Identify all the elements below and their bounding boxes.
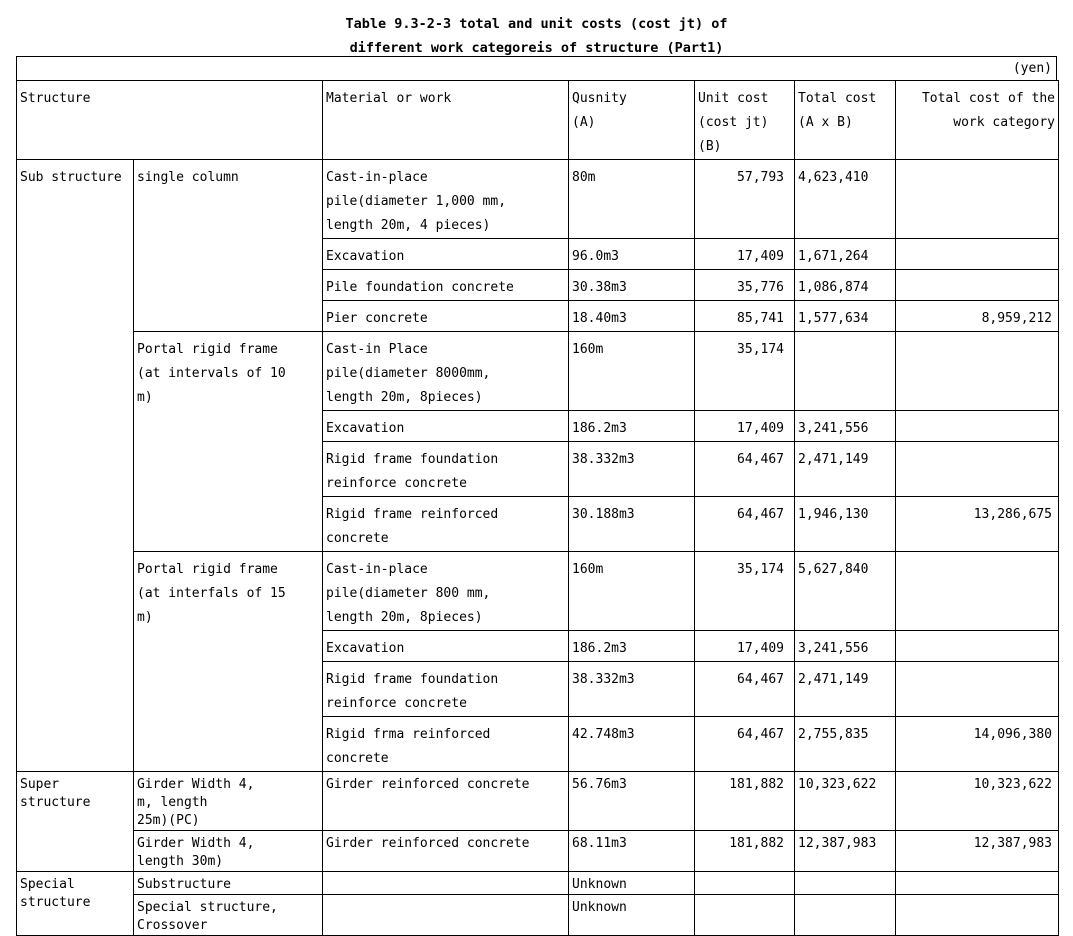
header-row [17,81,1059,160]
material-cell [323,895,569,936]
quantity-cell: Unknown [569,872,695,895]
total-cost-cell [795,895,896,936]
table-row [17,552,1059,631]
unit-cost-cell: 35,776 [695,270,795,301]
total-cost-cell: 3,241,556 [795,411,896,442]
table-row [17,772,1059,831]
material-cell: Girder reinforced concrete [323,831,569,872]
category-total-cell [896,332,1059,411]
total-cost-cell [795,872,896,895]
unit-cost-cell: 35,174 [695,332,795,411]
category-total-cell [896,160,1059,239]
group-sub-structure: Sub structure [17,160,134,772]
material-cell: Cast-in-place pile(diameter 1,000 mm, length 20m, 4 pieces) [323,160,569,239]
unit-cost-cell: 57,793 [695,160,795,239]
unit-cost-cell: 64,467 [695,717,795,772]
total-cost-cell: 12,387,983 [795,831,896,872]
total-cost-cell: 1,946,130 [795,497,896,552]
total-cost-cell: 2,755,835 [795,717,896,772]
quantity-cell: 186.2m3 [569,631,695,662]
material-cell: Pier concrete [323,301,569,332]
unit-cost-cell: 35,174 [695,552,795,631]
quantity-cell: 38.332m3 [569,442,695,497]
unit-row [16,56,1057,80]
material-cell: Rigid frma reinforced concrete [323,717,569,772]
category-total-cell: 13,286,675 [896,497,1059,552]
unit-cost-cell: 181,882 [695,831,795,872]
category-total-cell [896,239,1059,270]
unit-cost-cell: 181,882 [695,772,795,831]
category-total-cell [896,895,1059,936]
unit-cost-cell [695,895,795,936]
currency-unit: (yen) [1012,61,1052,76]
group-super-structure: Super structure [17,772,134,872]
quantity-cell: 42.748m3 [569,717,695,772]
category-total-cell [896,442,1059,497]
category-total-cell [896,631,1059,662]
table-row [17,872,1059,895]
total-cost-cell: 1,577,634 [795,301,896,332]
unit-cost-cell [695,872,795,895]
unit-cost-cell: 64,467 [695,442,795,497]
quantity-cell: 96.0m3 [569,239,695,270]
material-cell: Cast-in-place pile(diameter 800 mm, length 20m, 8pieces) [323,552,569,631]
quantity-cell: 18.40m3 [569,301,695,332]
header-category-total: Total cost of the work category [896,81,1059,160]
category-total-cell [896,872,1059,895]
unit-cost-cell: 17,409 [695,411,795,442]
material-cell: Rigid frame foundation reinforce concrete [323,662,569,717]
subgroup-portal-frame-15m: Portal rigid frame (at interfals of 15 m) [134,552,323,772]
category-total-cell [896,662,1059,717]
category-total-cell [896,411,1059,442]
total-cost-cell: 2,471,149 [795,442,896,497]
group-special-structure: Special structure [17,872,134,936]
total-cost-cell: 3,241,556 [795,631,896,662]
quantity-cell: Unknown [569,895,695,936]
category-total-cell [896,552,1059,631]
table-row [17,831,1059,872]
quantity-cell: 186.2m3 [569,411,695,442]
subgroup-girder-25m: Girder Width 4, m, length 25m)(PC) [134,772,323,831]
table-row [17,160,1059,239]
quantity-cell: 160m [569,332,695,411]
unit-cost-cell: 64,467 [695,497,795,552]
material-cell: Excavation [323,239,569,270]
quantity-cell: 30.188m3 [569,497,695,552]
material-cell: Excavation [323,411,569,442]
total-cost-cell: 1,086,874 [795,270,896,301]
category-total-cell: 8,959,212 [896,301,1059,332]
subgroup-special-crossover: Special structure, Crossover [134,895,323,936]
table-title-line-2: different work categoreis of structure (Part1) [349,40,724,56]
total-cost-cell [795,332,896,411]
quantity-cell: 30.38m3 [569,270,695,301]
total-cost-cell: 5,627,840 [795,552,896,631]
unit-cost-cell: 17,409 [695,239,795,270]
quantity-cell: 68.11m3 [569,831,695,872]
subgroup-girder-30m: Girder Width 4, length 30m) [134,831,323,872]
category-total-cell: 14,096,380 [896,717,1059,772]
quantity-cell: 80m [569,160,695,239]
table-title-line-1: Table 9.3-2-3 total and unit costs (cost jt) of [345,16,728,32]
quantity-cell: 56.76m3 [569,772,695,831]
subgroup-single-column: single column [134,160,323,332]
quantity-cell: 160m [569,552,695,631]
header-material: Material or work [323,81,569,160]
material-cell: Cast-in Place pile(diameter 8000mm, length 20m, 8pieces) [323,332,569,411]
material-cell [323,872,569,895]
header-total-cost: Total cost (A x B) [795,81,896,160]
material-cell: Girder reinforced concrete [323,772,569,831]
total-cost-cell: 2,471,149 [795,662,896,717]
material-cell: Rigid frame foundation reinforce concrete [323,442,569,497]
unit-cost-cell: 64,467 [695,662,795,717]
cost-table [16,80,1059,936]
table-row [17,895,1059,936]
total-cost-cell: 1,671,264 [795,239,896,270]
category-total-cell: 10,323,622 [896,772,1059,831]
header-unit-cost: Unit cost (cost jt)(B) [695,81,795,160]
category-total-cell: 12,387,983 [896,831,1059,872]
subgroup-substructure: Substructure [134,872,323,895]
subgroup-portal-frame-10m: Portal rigid frame (at intervals of 10 m) [134,332,323,552]
material-cell: Rigid frame reinforced concrete [323,497,569,552]
total-cost-cell: 10,323,622 [795,772,896,831]
unit-cost-cell: 85,741 [695,301,795,332]
material-cell: Excavation [323,631,569,662]
header-structure: Structure [17,81,323,160]
category-total-cell [896,270,1059,301]
unit-cost-cell: 17,409 [695,631,795,662]
header-quantity: Qusnity (A) [569,81,695,160]
quantity-cell: 38.332m3 [569,662,695,717]
total-cost-cell: 4,623,410 [795,160,896,239]
table-row [17,332,1059,411]
material-cell: Pile foundation concrete [323,270,569,301]
